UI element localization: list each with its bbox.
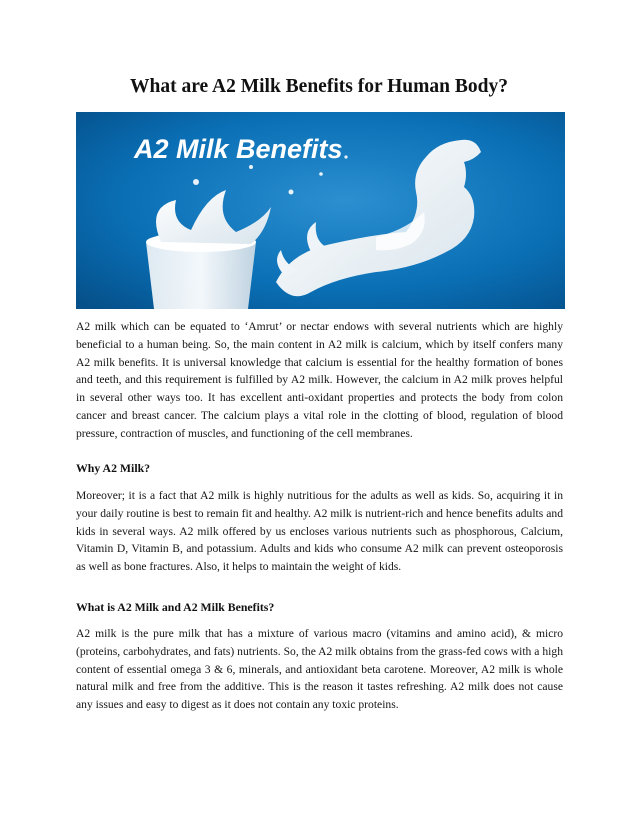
milk-banner-illustration [76,112,565,309]
heading-what-is-a2-milk: What is A2 Milk and A2 Milk Benefits? [76,600,275,614]
hero-banner-image [76,112,565,309]
banner-text: A2 Milk Benefits [134,134,343,164]
paragraph-why-a2-milk: Moreover; it is a fact that A2 milk is highly nutritious for the adults as well as kids. So, acquiring it in your daily routine is best to remain fit and healthy. A2 milk is nutrient-rich and hence benefits adults and kids in several ways. A2 milk offered by us encloses various nutrients such as phosphorous, Calcium, Vitamin D, Vitamin B, and potassium. Adults and kids who consume A2 milk can prevent osteoporosis as well as bone fractures. Also, it helps to maintain the weight of kids. [76,489,563,574]
paragraph-what-is-a2-milk: A2 milk is the pure milk that has a mixture of various macro (vitamins and amino acid), & micro (proteins, carbohydrates, and fats) nutrients. So, the A2 milk obtains from the grass-fed cows with a high content of essential omega 3 & 6, minerals, and antioxidant beta carotene. Moreover, A2 milk is whole natural milk and free from the additive. This is the reason it tastes refreshing. A2 milk does not cause any issues and easy to digest as it does not contain any toxic proteins. [76,627,563,712]
page-title: What are A2 Milk Benefits for Human Body? [130,76,508,97]
heading-why-a2-milk: Why A2 Milk? [76,461,151,475]
paragraph-intro: A2 milk which can be equated to ‘Amrut’ or nectar endows with several nutrients which are highly beneficial to a human being. So, the main content in A2 milk is calcium, which by itself confers many A2 milk benefits. It is universal knowledge that calcium is essential for the healthy formation of bones and teeth, and this requirement is fulfilled by A2 milk. However, the calcium in A2 milk proves helpful in several other ways too. It has excellent anti-oxidant properties and protects the body from colon cancer and breast cancer. The calcium plays a vital role in the clotting of blood, regulation of blood pressure, contraction of muscles, and functioning of the cell membranes. [76,320,563,440]
